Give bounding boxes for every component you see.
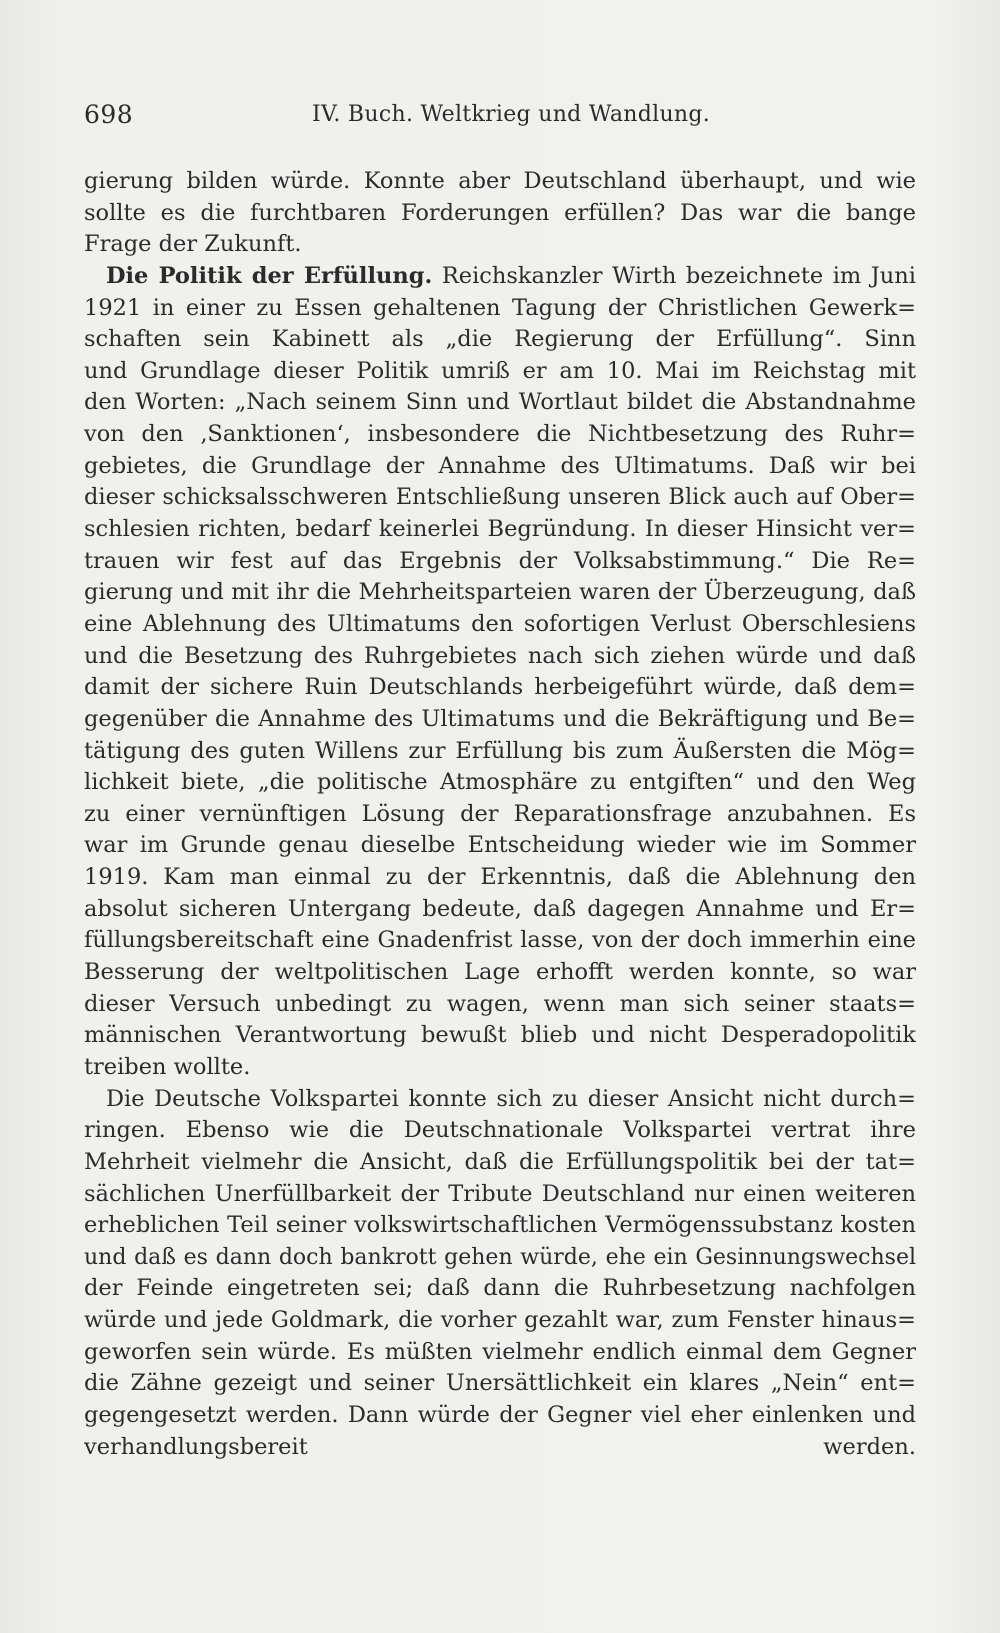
text-line: Besserung der weltpolitischen Lage erhofft werden konnte, so war <box>84 959 916 986</box>
text-line: Frage der Zukunft. <box>84 231 302 258</box>
text-line: Mehrheit vielmehr die Ansicht, daß die Erfüllungspolitik bei der tat= <box>84 1148 916 1175</box>
text-line: Die Deutsche Volkspartei konnte sich zu dieser Ansicht nicht durch= <box>106 1085 916 1112</box>
text-line: die Zähne gezeigt und seiner Unersättlichkeit ein klares „Nein“ ent= <box>84 1370 916 1397</box>
text-line: geworfen sein würde. Es müßten vielmehr endlich einmal dem Gegner <box>84 1338 916 1365</box>
text-line: gebietes, die Grundlage der Annahme des Ultimatums. Daß wir bei <box>84 452 916 479</box>
text-line <box>84 261 916 293</box>
page-number: 698 <box>84 100 134 129</box>
text-line: den Worten: „Nach seinem Sinn und Wortlaut bildet die Abstandnahme <box>84 389 916 416</box>
text-line: war im Grunde genau dieselbe Entscheidung wieder wie im Sommer <box>84 832 916 859</box>
text-line: treiben wollte. <box>84 1053 251 1080</box>
text-line: schlesien richten, bedarf keinerlei Begründung. In dieser Hinsicht ver= <box>84 516 916 543</box>
text-line: 1919. Kam man einmal zu der Erkenntnis, daß die Ablehnung den <box>84 864 916 891</box>
text-line: eine Ablehnung des Ultimatums den sofortigen Verlust Oberschlesiens <box>84 610 916 637</box>
text-line: zu einer vernünftigen Lösung der Reparationsfrage anzubahnen. Es <box>84 800 916 827</box>
running-head <box>84 100 916 136</box>
text-line: gegengesetzt werden. Dann würde der Gegner viel eher einlenken und <box>84 1401 916 1428</box>
text-line: 1921 in einer zu Essen gehaltenen Tagung der Christlichen Gewerk= <box>84 294 916 321</box>
text-line: gierung bilden würde. Konnte aber Deutschland überhaupt, und wie <box>84 168 916 194</box>
text-line: erheblichen Teil seiner volkswirtschaftlichen Vermögenssubstanz kosten <box>84 1212 916 1239</box>
text-line: lichkeit biete, „die politische Atmosphäre zu entgiften“ und den Weg <box>84 769 916 796</box>
text-line: gegenüber die Annahme des Ultimatums und die Bekräftigung und Be= <box>84 705 916 732</box>
text-line: der Feinde eingetreten sei; daß dann die Ruhrbesetzung nachfolgen <box>84 1275 916 1302</box>
text-line: dieser Versuch unbedingt zu wagen, wenn man sich seiner staats= <box>84 990 916 1017</box>
text-line: männischen Verantwortung bewußt blieb und nicht Desperadopolitik <box>84 1022 916 1049</box>
running-title: IV. Buch. Weltkrieg und Wandlung. <box>312 102 711 127</box>
text-line: dieser schicksalsschweren Entschließung unseren Blick auch auf Ober= <box>84 484 916 511</box>
text-line: füllungsbereitschaft eine Gnadenfrist lasse, von der doch immerhin eine <box>84 927 916 954</box>
text-line: damit der sichere Ruin Deutschlands herbeigeführt würde, daß dem= <box>84 674 916 701</box>
text-line: absolut sicheren Untergang bedeute, daß dagegen Annahme und Er= <box>84 895 916 922</box>
text-line: tätigung des guten Willens zur Erfüllung bis zum Äußersten die Mög= <box>84 737 916 764</box>
text-line: trauen wir fest auf das Ergebnis der Volksabstimmung.“ Die Re= <box>84 547 916 574</box>
text-line <box>84 1463 916 1495</box>
body-text <box>84 166 916 1495</box>
section-heading: Die Politik der Erfüllung. <box>106 262 433 289</box>
section-line-text: Reichskanzler Wirth bezeichnete im Juni <box>441 262 916 289</box>
text-line: verhandlungsbereit werden. <box>84 1433 916 1460</box>
text-line: schaften sein Kabinett als „die Regierung der Erfüllung“. Sinn <box>84 326 916 353</box>
text-line: würde und jede Goldmark, die vorher gezahlt war, zum Fenster hinaus= <box>84 1307 916 1334</box>
text-line: und daß es dann doch bankrott gehen würde, ehe ein Gesinnungswechsel <box>84 1244 916 1270</box>
text-line: und Grundlage dieser Politik umriß er am 10. Mai im Reichstag mit <box>84 357 916 384</box>
text-line: sollte es die furchtbaren Forderungen erfüllen? Das war die bange <box>84 199 916 226</box>
text-line: gierung und mit ihr die Mehrheitsparteien waren der Überzeugung, daß <box>84 579 916 606</box>
text-line: ringen. Ebenso wie die Deutschnationale Volkspartei vertrat ihre <box>84 1117 916 1144</box>
text-line: von den ‚Sanktionen‘, insbesondere die Nichtbesetzung des Ruhr= <box>84 421 916 448</box>
text-line: und die Besetzung des Ruhrgebietes nach sich ziehen würde und daß <box>84 642 916 669</box>
text-line: sächlichen Unerfüllbarkeit der Tribute Deutschland nur einen weiteren <box>84 1180 916 1207</box>
